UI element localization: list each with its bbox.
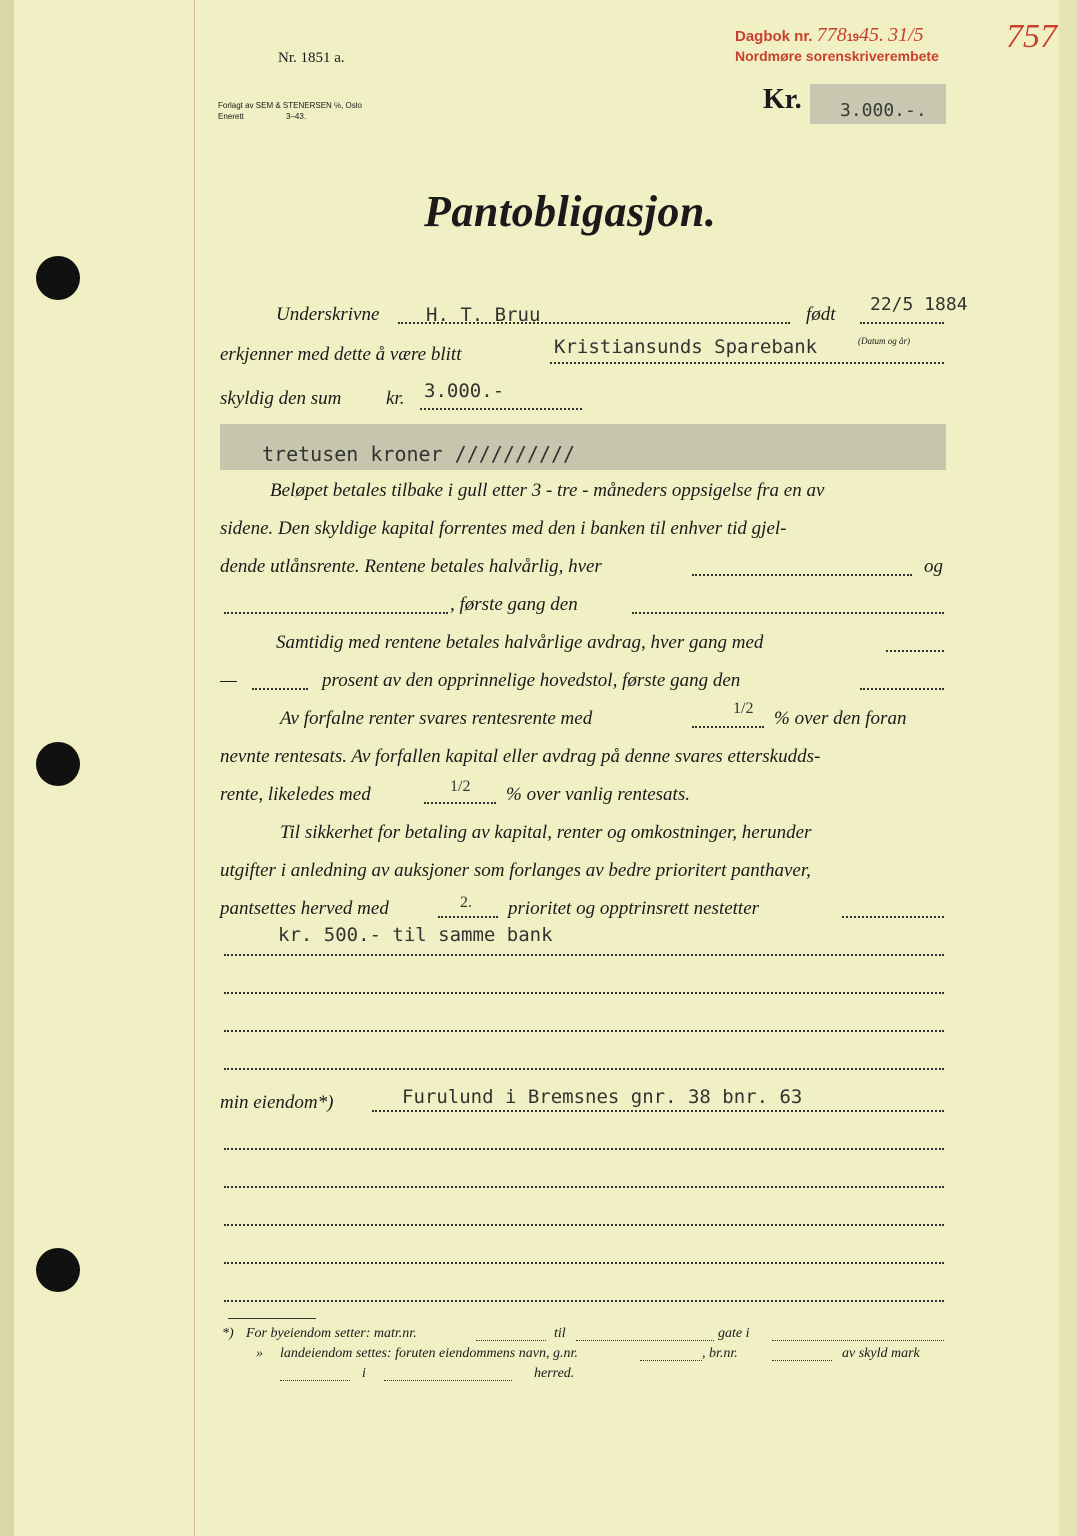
- dotted-line: [692, 574, 912, 576]
- p1-and: og: [924, 556, 943, 577]
- page-number: 757: [1006, 18, 1057, 55]
- p1-line: dende utlånsrente. Rentene betales halvårlig, hver: [220, 556, 602, 577]
- dotted-line: [372, 1110, 944, 1112]
- creditor-name: Kristiansunds Sparebank: [554, 336, 818, 358]
- stamp-date: 31/5: [888, 24, 924, 46]
- p3-line: rente, likeledes med: [220, 784, 371, 805]
- p2-line: Samtidig med rentene betales halvårlige avdrag, hver gang med: [276, 632, 764, 653]
- footnote-line: For byeiendom setter: matr.nr.: [246, 1326, 417, 1341]
- dotted-line: [842, 916, 944, 918]
- born-value: 22/5 1884: [870, 294, 968, 315]
- page-edge-left: [0, 0, 14, 1536]
- dotted-line: [476, 1340, 546, 1341]
- sum-label: skyldig den sum: [220, 388, 342, 409]
- dotted-line: [424, 802, 496, 804]
- dotted-line: [280, 1380, 350, 1381]
- p1-line: sidene. Den skyldige kapital forrentes med den i banken til enhver tid gjel-: [220, 518, 787, 539]
- dotted-line: [860, 322, 944, 324]
- dotted-line: [224, 992, 944, 994]
- stamp-entry: 778: [816, 24, 847, 46]
- dotted-line: [224, 1030, 944, 1032]
- footnote-line: herred.: [534, 1366, 575, 1381]
- punch-hole-icon: [36, 1248, 80, 1292]
- punch-hole-icon: [36, 256, 80, 300]
- dotted-line: [550, 362, 944, 364]
- p3-line: % over den foran: [774, 708, 907, 729]
- footnote-line: i: [362, 1366, 366, 1381]
- sum-kr: kr.: [386, 388, 405, 409]
- publisher-line1: Forlagt av SEM & STENERSEN ℅, Oslo: [218, 101, 363, 110]
- dotted-line: [640, 1360, 702, 1361]
- stamp-year: 45.: [858, 24, 884, 46]
- acknowledge-label: erkjenner med dette å være blitt: [220, 344, 462, 365]
- publisher-imprint: [218, 100, 378, 122]
- dotted-line: [772, 1360, 832, 1361]
- prior-claim: kr. 500.- til samme bank: [278, 924, 553, 946]
- footnote-line: av skyld mark: [842, 1346, 920, 1361]
- p1-line: Beløpet betales tilbake i gull etter 3 - tre - måneders oppsigelse fra en av: [270, 480, 825, 501]
- late-rate: 1/2: [450, 778, 471, 795]
- dotted-line: [224, 1186, 944, 1188]
- dotted-line: [692, 726, 764, 728]
- page-edge-right: [1059, 0, 1077, 1536]
- footnote-rule: [228, 1318, 316, 1319]
- registration-stamp: [735, 24, 939, 64]
- stamp-office: Nordmøre sorenskriverembete: [735, 48, 939, 64]
- p3-line: Av forfalne renter svares rentesrente med: [280, 708, 593, 729]
- dotted-line: [886, 650, 944, 652]
- p2-line: prosent av den opprinnelige hovedstol, første gang den: [322, 670, 741, 691]
- publisher-code: 3–43.: [286, 112, 307, 121]
- dotted-line: [224, 954, 944, 956]
- dotted-line: [224, 1148, 944, 1150]
- amount-value: 3.000.-.: [840, 100, 927, 121]
- p4-line: pantsettes herved med: [220, 898, 389, 919]
- sum-amount: 3.000.-: [424, 380, 505, 402]
- footnote-line: gate i: [718, 1326, 750, 1341]
- footnote-line: , br.nr.: [702, 1346, 738, 1361]
- punch-hole-icon: [36, 742, 80, 786]
- footnote-line: landeiendom settes: foruten eiendommens navn, g.nr.: [280, 1346, 578, 1361]
- priority-number: 2.: [460, 894, 472, 911]
- amount-in-words: tretusen kroner //////////: [262, 442, 576, 466]
- dotted-line: [772, 1340, 944, 1341]
- margin-line: [194, 0, 195, 1536]
- dotted-line: [224, 1224, 944, 1226]
- amount-label: Kr.: [763, 84, 802, 115]
- form-number: Nr. 1851 a.: [278, 50, 345, 66]
- date-note: (Datum og år): [858, 336, 910, 346]
- signer-label: Underskrivne: [276, 304, 380, 325]
- dotted-line: [420, 408, 582, 410]
- p4-line: utgifter i anledning av auksjoner som forlanges av bedre prioritert panthaver,: [220, 860, 811, 881]
- property-label: min eiendom*): [220, 1092, 334, 1113]
- dotted-line: [252, 688, 308, 690]
- p4-line: prioritet og opptrinsrett nestetter: [508, 898, 760, 919]
- footnote-mark: *): [222, 1326, 234, 1341]
- p2-dash: —: [220, 670, 237, 691]
- signer-name: H. T. Bruu: [426, 304, 541, 326]
- dotted-line: [632, 612, 944, 614]
- footnote-mark: »: [256, 1346, 263, 1361]
- dotted-line: [224, 1068, 944, 1070]
- p3-line: % over vanlig rentesats.: [506, 784, 690, 805]
- p4-line: Til sikkerhet for betaling av kapital, renter og omkostninger, herunder: [280, 822, 812, 843]
- dotted-line: [384, 1380, 512, 1381]
- dotted-line: [576, 1340, 714, 1341]
- stamp-label: Dagbok nr.: [735, 28, 813, 45]
- dotted-line: [224, 1262, 944, 1264]
- dotted-line: [224, 1300, 944, 1302]
- document-title: Pantobligasjon.: [424, 187, 717, 236]
- footnote-line: til: [554, 1326, 566, 1341]
- publisher-line2: Enerett: [218, 112, 244, 121]
- stamp-year-prefix: 19: [846, 32, 859, 44]
- p3-line: nevnte rentesats. Av forfallen kapital eller avdrag på denne svares etterskudds-: [220, 746, 821, 767]
- p1-line: , første gang den: [450, 594, 578, 615]
- dotted-line: [224, 612, 448, 614]
- property-name: Furulund i Bremsnes gnr. 38 bnr. 63: [402, 1086, 803, 1108]
- born-label: født: [806, 304, 836, 325]
- dotted-line: [438, 916, 498, 918]
- dotted-line: [860, 688, 944, 690]
- penalty-rate: 1/2: [733, 700, 754, 717]
